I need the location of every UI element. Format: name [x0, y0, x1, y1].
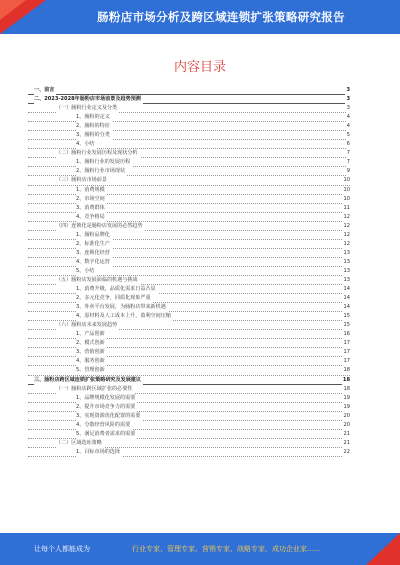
toc-entry-page: 21 [343, 439, 350, 446]
toc-entry[interactable] [28, 312, 350, 321]
toc-entry-label: 2、市场空间 [76, 195, 105, 202]
header-red-accent-light [0, 0, 26, 20]
toc-entry-label: 4、数字化运营 [76, 258, 110, 265]
toc-entry-page: 4 [346, 114, 350, 121]
toc-entry-page: 4 [346, 123, 350, 130]
toc-entry[interactable] [28, 421, 350, 430]
toc-entry-label: 5、管理创新 [76, 367, 105, 374]
toc-entry[interactable] [28, 348, 350, 357]
toc-entry[interactable] [28, 430, 350, 439]
toc-entry-page: 15 [343, 313, 350, 320]
toc-entry[interactable] [28, 285, 350, 294]
toc-entry-label: （二）区域选址策略 [56, 439, 102, 446]
footer-red-accent [366, 533, 400, 565]
toc-entry-page: 7 [346, 159, 350, 166]
toc-entry[interactable] [28, 122, 350, 131]
toc-entry-page: 19 [343, 394, 350, 401]
toc-entry-label: （一）肠粉行业定义及分类 [56, 105, 118, 112]
toc-entry-page: 18 [343, 385, 350, 392]
toc-entry-label: 5、小结 [76, 267, 95, 274]
toc-entry[interactable] [28, 448, 350, 457]
toc-entry[interactable] [28, 213, 350, 222]
toc-entry[interactable] [28, 95, 350, 104]
toc-entry[interactable] [28, 330, 350, 339]
footer-slogan: 让每个人都能成为 [34, 545, 90, 553]
toc-entry-label: 4、竞争格局 [76, 213, 105, 220]
header-banner [0, 0, 400, 34]
toc-entry-page: 13 [343, 267, 350, 274]
toc-entry[interactable] [28, 104, 350, 113]
toc-entry-label: 3、消费群体 [76, 204, 105, 211]
toc-entry[interactable] [28, 131, 350, 140]
toc-entry-page: 15 [343, 322, 350, 329]
toc-entry-label: 3、连锁化经营 [76, 249, 110, 256]
toc-entry-page: 13 [343, 249, 350, 256]
toc-entry[interactable] [28, 149, 350, 158]
toc-entry[interactable] [28, 321, 350, 330]
toc-entry[interactable] [28, 258, 350, 267]
toc-entry-label: （六）肠粉店未来发展趋势 [56, 322, 118, 329]
toc-entry[interactable] [28, 439, 350, 448]
toc-entry-page: 10 [343, 186, 350, 193]
toc-entry-label: （四）连锁化是肠粉店发展的必然趋势 [56, 222, 143, 229]
toc-entry-page: 18 [343, 367, 350, 374]
toc-entry-page: 3 [346, 87, 350, 93]
toc-entry-page: 13 [343, 276, 350, 283]
toc-entry-label: 1、肠粉的定义 [76, 114, 110, 121]
toc-entry-page: 20 [343, 421, 350, 428]
toc-entry[interactable] [28, 249, 350, 258]
toc-entry-page: 10 [343, 177, 350, 184]
toc-entry[interactable] [28, 412, 350, 421]
toc-entry-page: 17 [343, 340, 350, 347]
toc-entry-page: 3 [346, 105, 350, 112]
toc-entry-page: 14 [343, 286, 350, 293]
toc-entry[interactable] [28, 294, 350, 303]
toc-entry-page: 12 [343, 240, 350, 247]
toc-entry-label: 3、肠粉的分类 [76, 132, 110, 139]
toc-entry-page: 16 [343, 331, 350, 338]
toc-entry-label: 三、肠粉店跨区域连锁扩张策略研究及发展建议 [34, 376, 141, 383]
toc-entry-page: 14 [343, 304, 350, 311]
toc-entry[interactable] [28, 176, 350, 185]
toc-entry[interactable] [28, 204, 350, 213]
toc-entry[interactable] [28, 240, 350, 249]
toc-entry[interactable] [28, 394, 350, 403]
toc-entry-label: 一、前言 [34, 87, 55, 93]
toc-entry-page: 7 [346, 150, 350, 157]
toc-entry[interactable] [28, 267, 350, 276]
toc-entry-page: 17 [343, 349, 350, 356]
toc-entry-label: 1、消费规模 [76, 186, 105, 193]
toc-entry-label: 2、提升市场竞争力的需要 [76, 403, 136, 410]
toc-entry-label: 5、满足消费者需求的需要 [76, 430, 136, 437]
toc-entry[interactable] [28, 357, 350, 366]
toc-entry[interactable] [28, 376, 350, 385]
toc-entry-label: 3、实现资源优化配置的需要 [76, 412, 141, 419]
toc-entry-page: 13 [343, 258, 350, 265]
footer-roles: 行业专家、管理专家、营销专家、战略专家、成功企业家…… [132, 545, 321, 553]
table-of-contents [28, 86, 350, 457]
toc-entry-label: 1、肠粉品牌化 [76, 231, 110, 238]
toc-entry-page: 17 [343, 358, 350, 365]
toc-entry-page: 20 [343, 412, 350, 419]
toc-entry-page: 9 [346, 168, 350, 175]
toc-entry-page: 21 [343, 430, 350, 437]
toc-entry-label: 4、小结 [76, 141, 95, 148]
toc-entry-page: 3 [346, 96, 350, 103]
toc-entry-label: 2、模式创新 [76, 340, 105, 347]
toc-entry-page: 12 [343, 231, 350, 238]
toc-entry-label: 2、标准化生产 [76, 240, 110, 247]
toc-entry[interactable] [28, 303, 350, 312]
toc-entry[interactable] [28, 158, 350, 167]
toc-entry-page: 11 [343, 204, 350, 211]
toc-entry-label: 3、外卖平台发展，为肠粉店带来新机遇 [76, 304, 166, 311]
toc-entry[interactable] [28, 385, 350, 394]
toc-entry-page: 14 [343, 295, 350, 302]
toc-entry[interactable] [28, 403, 350, 412]
toc-entry-page: 6 [346, 141, 350, 148]
toc-entry-label: 1、消费升级，品质化需求日益凸显 [76, 286, 156, 293]
report-title: 肠粉店市场分析及跨区域连锁扩张策略研究报告 [97, 10, 345, 24]
toc-entry-label: （一）肠粉店跨区域扩张的必要性 [56, 385, 133, 392]
toc-entry-label: （五）肠粉店发展面临的机遇与挑战 [56, 276, 138, 283]
toc-entry-label: 1、产品创新 [76, 331, 105, 338]
toc-entry-label: 3、营销创新 [76, 349, 105, 356]
toc-entry-label: 2、多元化竞争，同质化现象严重 [76, 295, 151, 302]
toc-entry-label: 二、2023-2028年肠粉店市场前景及趋势预测 [34, 96, 141, 103]
toc-entry[interactable] [28, 113, 350, 122]
toc-entry[interactable] [28, 167, 350, 176]
toc-heading: 内容目录 [173, 60, 226, 75]
toc-entry-label: （二）肠粉行业发展历程及现状分析 [56, 150, 138, 157]
toc-entry-label: 4、服务创新 [76, 358, 105, 365]
footer-banner [0, 533, 400, 565]
toc-entry-page: 12 [343, 222, 350, 229]
toc-entry-label: 1、肠粉行业的发展历程 [76, 159, 131, 166]
toc-entry-page: 5 [346, 132, 350, 139]
toc-entry-label: 1、品牌规模化发展的需要 [76, 394, 136, 401]
toc-entry-label: 2、肠粉行业市场现状 [76, 168, 126, 175]
toc-entry[interactable] [28, 222, 350, 231]
toc-entry[interactable] [28, 366, 350, 375]
toc-entry[interactable] [28, 140, 350, 149]
toc-entry[interactable] [28, 186, 350, 195]
toc-entry[interactable] [28, 276, 350, 285]
toc-entry-label: 4、原材料及人工成本上升，盈利空间压缩 [76, 313, 171, 320]
toc-entry-label: （三）肠粉店市场前景 [56, 177, 107, 184]
toc-entry[interactable] [28, 195, 350, 204]
toc-entry[interactable] [28, 86, 350, 95]
toc-entry[interactable] [28, 339, 350, 348]
toc-entry[interactable] [28, 231, 350, 240]
toc-entry-page: 18 [342, 376, 350, 383]
toc-entry-page: 22 [343, 448, 350, 455]
toc-entry-page: 19 [343, 403, 350, 410]
toc-entry-label: 2、肠粉的特征 [76, 123, 110, 130]
toc-entry-page: 12 [343, 213, 350, 220]
toc-entry-page: 10 [343, 195, 350, 202]
toc-entry-label: 4、分散经营风险的需要 [76, 421, 131, 428]
toc-entry-label: 1、目标市场的选择 [76, 448, 120, 455]
